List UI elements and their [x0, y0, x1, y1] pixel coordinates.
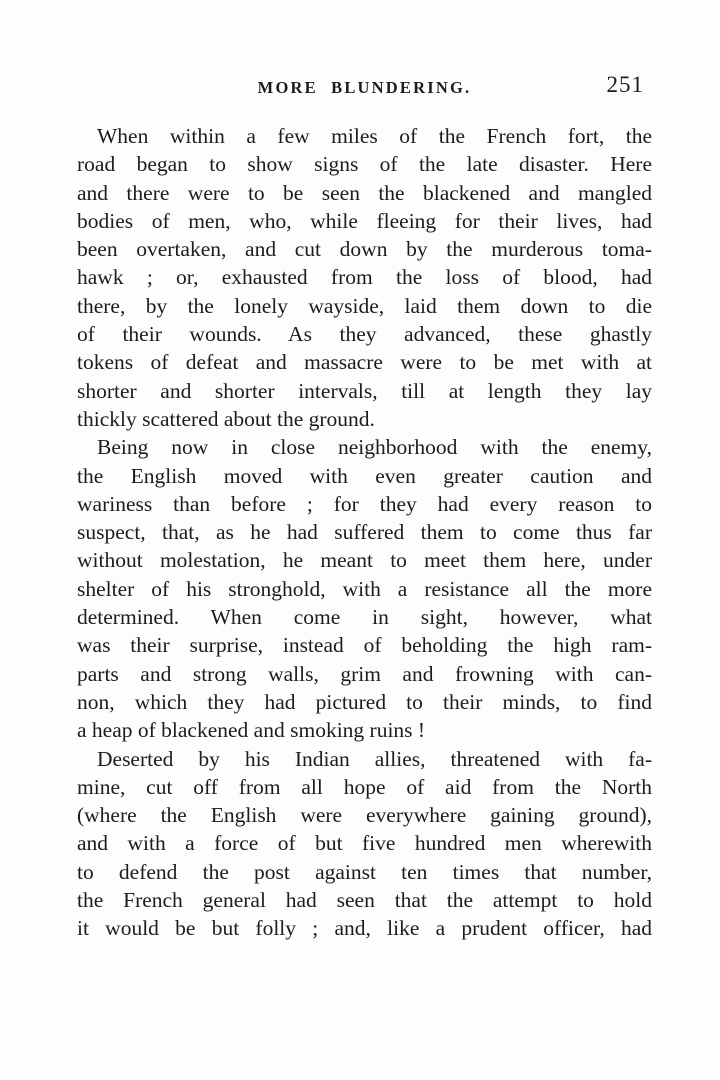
text-line: was their surprise, instead of beholding the high ram- [77, 633, 652, 658]
page-header [77, 72, 652, 100]
text-line: shorter and shorter intervals, till at length they lay [77, 378, 652, 403]
text-line: (where the English were everywhere gaining ground), [77, 803, 652, 828]
text-line: determined. When come in sight, however, what [77, 605, 652, 630]
text-line: hawk ; or, exhausted from the loss of blood, had [77, 265, 652, 290]
text-line: Deserted by his Indian allies, threatened with fa- [97, 746, 652, 771]
text-line: suspect, that, as he had suffered them to come thus far [77, 520, 652, 545]
text-line: to defend the post against ten times that number, [77, 859, 652, 884]
text-line: the English moved with even greater caution and [77, 463, 652, 488]
text-line: a heap of blackened and smoking ruins ! [77, 718, 426, 743]
text-line: without molestation, he meant to meet them here, under [77, 548, 652, 573]
text-line: road began to show signs of the late disaster. Here [77, 152, 652, 177]
text-line: it would be but folly ; and, like a prudent officer, had [77, 916, 652, 941]
text-line: parts and strong walls, grim and frowning with can- [77, 661, 652, 686]
text-line: and there were to be seen the blackened and mangled [77, 180, 652, 205]
text-line: Being now in close neighborhood with the enemy, [97, 435, 652, 460]
text-line: shelter of his stronghold, with a resistance all the more [77, 576, 652, 601]
page-number: 251 [606, 72, 644, 97]
text-line: there, by the lonely wayside, laid them down to die [77, 293, 652, 318]
text-line: and with a force of but five hundred men wherewith [77, 831, 652, 856]
text-line: of their wounds. As they advanced, these ghastly [77, 322, 652, 347]
text-line: the French general had seen that the attempt to hold [77, 888, 652, 913]
text-line: been overtaken, and cut down by the murderous toma- [77, 237, 652, 262]
text-line: bodies of men, who, while fleeing for their lives, had [77, 208, 652, 233]
text-line: tokens of defeat and massacre were to be met with at [77, 350, 652, 375]
text-line: wariness than before ; for they had every reason to [77, 491, 652, 516]
text-line: mine, cut off from all hope of aid from the North [77, 774, 652, 799]
text-line: When within a few miles of the French fort, the [97, 124, 652, 148]
running-title: MORE BLUNDERING. [257, 78, 472, 97]
text-line: non, which they had pictured to their minds, to find [77, 689, 652, 714]
page-body [77, 122, 652, 943]
text-line: thickly scattered about the ground. [77, 406, 375, 431]
